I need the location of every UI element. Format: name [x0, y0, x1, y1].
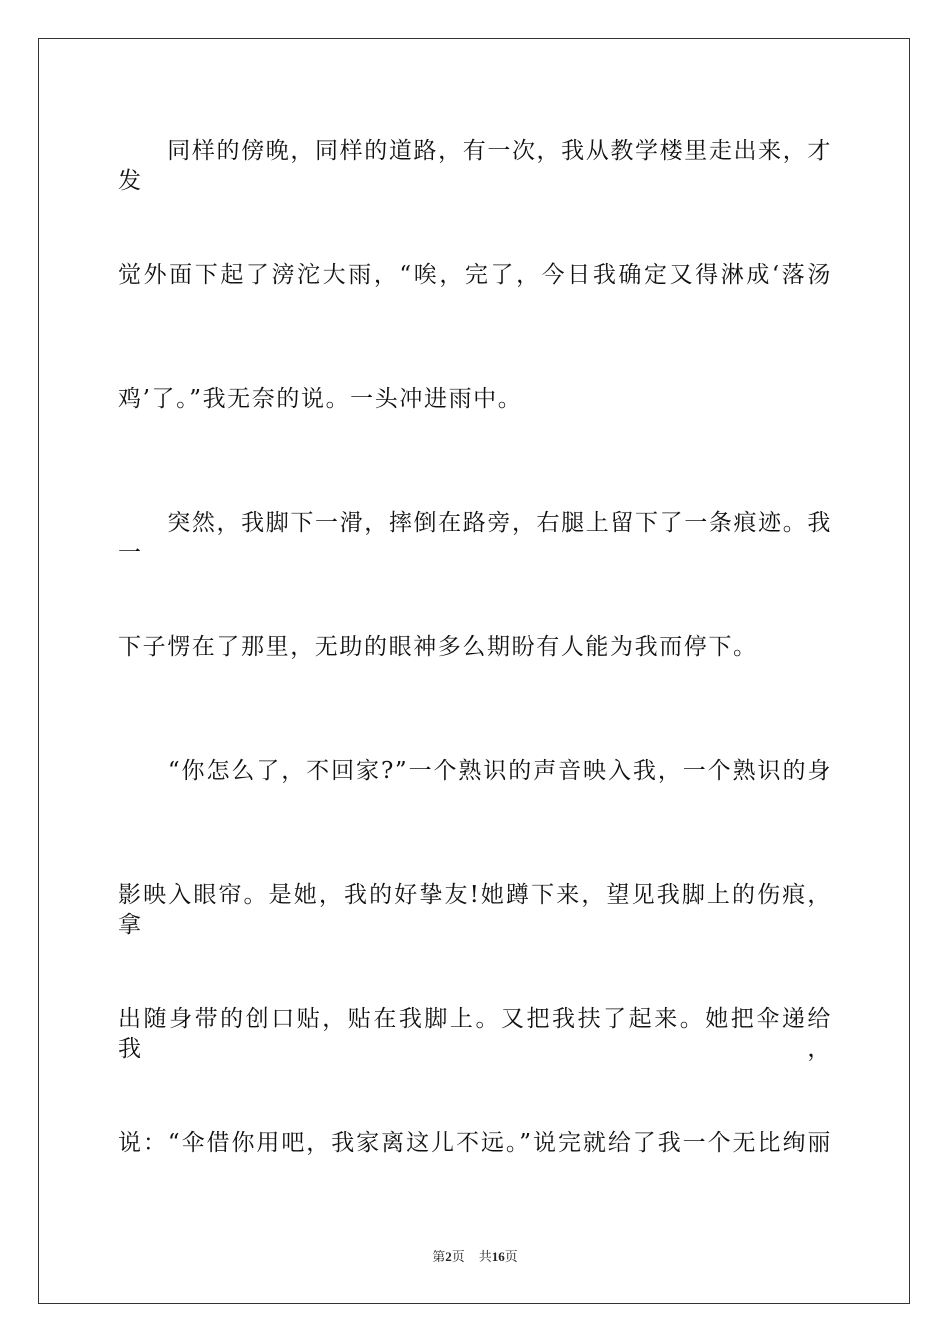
- footer-page-prefix: 第: [432, 1249, 446, 1264]
- text-line-8: 出随身带的创口贴，贴在我脚上。又把我扶了起来。她把伞递给我，: [118, 1006, 832, 1062]
- footer-total-suffix: 页: [504, 1249, 518, 1264]
- page-frame: [38, 38, 910, 1304]
- text-line-9: 说：“伞借你用吧，我家离这儿不远。”说完就给了我一个无比绚丽: [118, 1130, 832, 1156]
- page-footer: [0, 1246, 950, 1265]
- footer-total-pages: 16: [491, 1249, 505, 1264]
- footer-page-number: 2: [445, 1249, 452, 1264]
- text-line-4: 突然，我脚下一滑，摔倒在路旁，右腿上留下了一条痕迹。我一: [118, 510, 832, 566]
- text-line-3: 鸡’了。”我无奈的说。一头冲进雨中。: [118, 386, 523, 412]
- text-line-6: “你怎么了，不回家?”一个熟识的声音映入我，一个熟识的身: [118, 758, 832, 784]
- footer-page-suffix: 页: [451, 1249, 465, 1264]
- text-line-1: 同样的傍晚，同样的道路，有一次，我从教学楼里走出来，才发: [118, 138, 832, 194]
- footer-total-prefix: 共: [478, 1249, 492, 1264]
- text-line-7: 影映入眼帘。是她，我的好挚友!她蹲下来，望见我脚上的伤痕，拿: [118, 882, 832, 938]
- text-line-5: 下子愣在了那里，无助的眼神多么期盼有人能为我而停下。: [118, 634, 758, 660]
- text-line-2: 觉外面下起了滂沱大雨，“唉，完了，今日我确定又得淋成‘落汤: [118, 262, 832, 288]
